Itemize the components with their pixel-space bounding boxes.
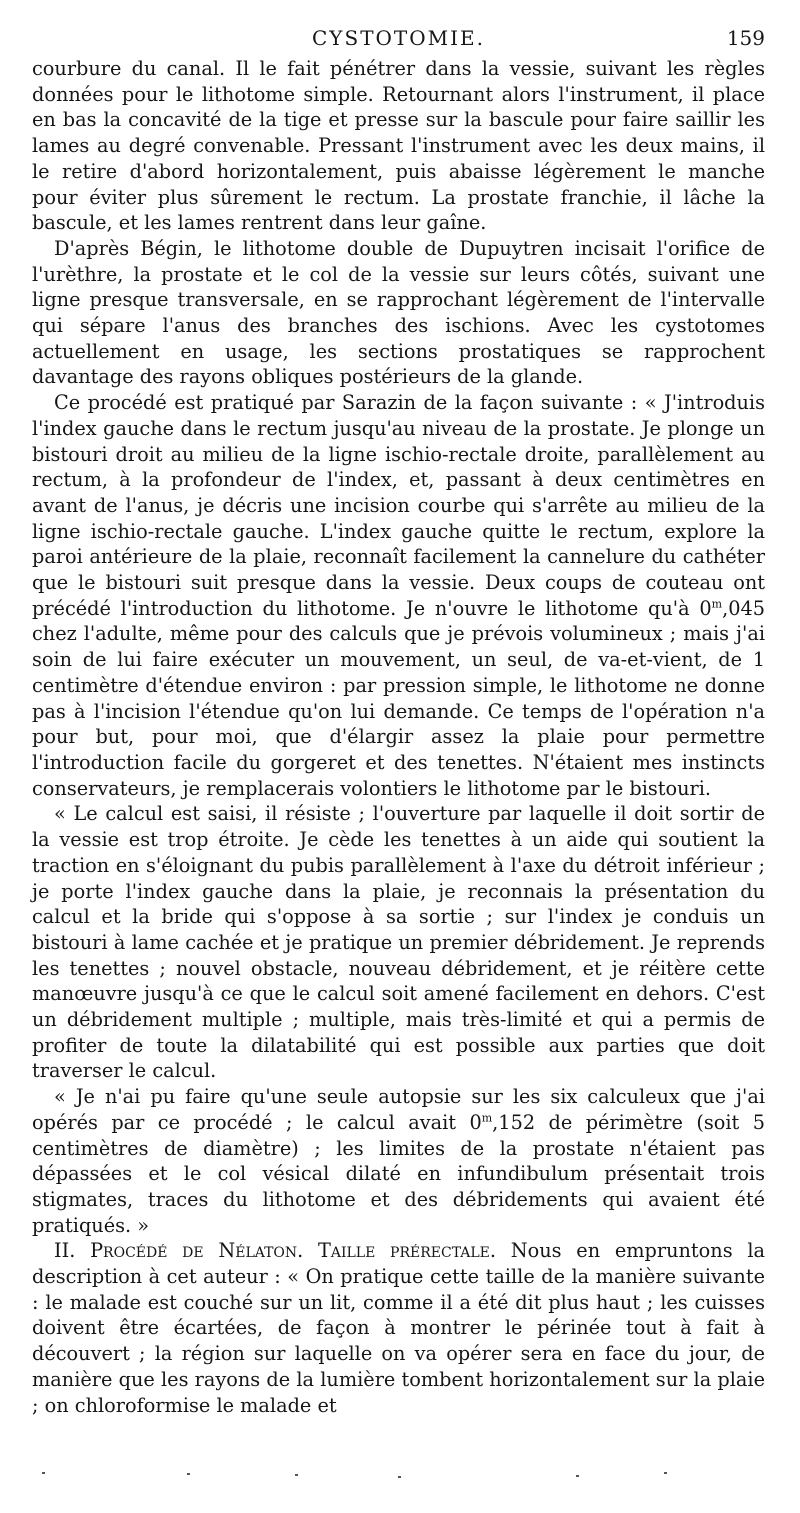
running-head: [32, 26, 765, 56]
measure-value-2: 0: [469, 1110, 482, 1134]
paragraph-nelaton: [32, 1238, 765, 1418]
scan-speck: [187, 1473, 190, 1475]
measure-value-1: 0: [699, 596, 712, 620]
paragraph-autopsie: [32, 1084, 765, 1238]
sarazin-text-1: Ce procédé est pratiqué par Sarazin de la façon suivante : « J'introduis l'index gauche dans le rectum jusqu'au niveau de la prostate. Je plonge un bistouri droit au milieu de la ligne ischio-rectale droite, parallèlement au rectum, à la profondeur de l'index, et, passant à deux centimètres en avant de l'anus, je décris une incision courbe qui s'arrête au milieu de la ligne ischio-rectale gauche. L'index gauche quitte le rectum, explore la paroi antérieure de la plaie, reconnaît facilement la cannelure du cathéter que le bistouri suit presque dans la vessie. Deux coups de couteau ont précédé l'introduction du lithotome. Je n'ouvre le lithotome qu'à: [32, 391, 765, 620]
paragraph-continuation: courbure du canal. Il le fait pénétrer dans la vessie, suivant les règles données pour le lithotome simple. Retournant alors l'instrument, il place en bas la concavité de la tige et presse sur la bascule pour faire saillir les lames au degré convenable. Pressant l'instrument avec les deux mains, il le retire d'abord horizontalement, puis abaisse légèrement le manche pour éviter plus sûrement le rectum. La prostate franchie, il lâche la bascule, et les lames rentrent dans leur gaîne.: [32, 57, 765, 235]
nelaton-text: Nous en empruntons la description à cet auteur : « On pratique cette taille de la manière suivante : le malade est couché sur un lit, comme il a été dit plus haut ; les cuisses doivent être écartées, de façon à montrer le périnée tout à fait à découvert ; la région sur laquelle on va opérer sera en face du jour, de manière que les rayons de la lumière tombent horizontalement sur la plaie ; on chloroformise le malade et: [32, 1239, 765, 1417]
paragraph-calcul-saisi: « Le calcul est saisi, il résiste ; l'ouverture par laquelle il doit sortir de la vessie est trop étroite. Je cède les tenettes à un aide qui soutient la traction en s'éloignant du pubis parallèlement à l'axe du détroit inférieur ; je porte l'index gauche dans la plaie, je reconnais la présentation du calcul et la bride qui s'oppose à sa sortie ; sur l'index je conduis un bistouri à lame cachée et je pratique un premier débridement. Je reprends les tenettes ; nouvel obstacle, nouveau débridement, et je réitère cette manœuvre jusqu'à ce que le calcul soit amené facilement en dehors. C'est un débridement multiple ; multiple, mais très-limité et qui a permis de profiter de toute la dilatabilité qui est possible aux parties que doit traverser le calcul.: [32, 802, 765, 1083]
scan-speck: [576, 1475, 579, 1477]
scan-speck: [398, 1476, 401, 1478]
section-heading-nelaton: II. Procédé de Nélaton. Taille prérectale.: [54, 1239, 497, 1263]
scan-specks: [0, 1470, 800, 1490]
sarazin-text-2: ,045 chez l'adulte, même pour des calculs que je prévois volumineux ; mais j'ai soin de lui faire exécuter un mouvement, un seul, de va-et-vient, de 1 centimètre d'étendue environ : par pression simple, le lithotome ne donne pas à l'incision l'étendue qu'on lui demande. Ce temps de l'opération n'a pour but, pour moi, que d'élargir assez la plaie pour permettre l'introduction facile du gorgeret et des tenettes. N'étaient mes instincts conservateurs, je remplacerais volontiers le lithotome par le bistouri.: [32, 596, 765, 800]
scan-speck: [42, 1472, 45, 1474]
page-number: 159: [726, 26, 765, 50]
autopsie-text-2: ,152 de périmètre (soit 5 centimètres de diamètre) ; les limites de la prostate n'étaient pas dépassées et le col vésical dilaté en infundibulum présentait trois stigmates, traces du lithotome et des débridements qui avaient été pratiqués. »: [32, 1110, 765, 1237]
paragraph-sarazin-procedure: [32, 390, 765, 801]
measure-unit-1: m: [711, 597, 723, 611]
scan-speck: [295, 1474, 298, 1476]
running-title: CYSTOTOMIE.: [311, 26, 485, 50]
scan-speck: [664, 1472, 667, 1474]
autopsie-text-1: « Je n'ai pu faire qu'une seule autopsie sur les six calculeux que j'ai opérés par ce procédé ; le calcul avait: [32, 1085, 765, 1134]
measure-unit-2: m: [481, 1111, 493, 1125]
paragraph-begin-dupuytren: D'après Bégin, le lithotome double de Dupuytren incisait l'orifice de l'urèthre, la prostate et le col de la vessie sur leurs côtés, suivant une ligne presque transversale, en se rapprochant légèrement de l'intervalle qui sépare l'anus des branches des ischions. Avec les cystotomes actuellement en usage, les sections prostatiques se rapprochent davantage des rayons obliques postérieurs de la glande.: [32, 236, 765, 389]
book-page: [32, 26, 765, 1418]
